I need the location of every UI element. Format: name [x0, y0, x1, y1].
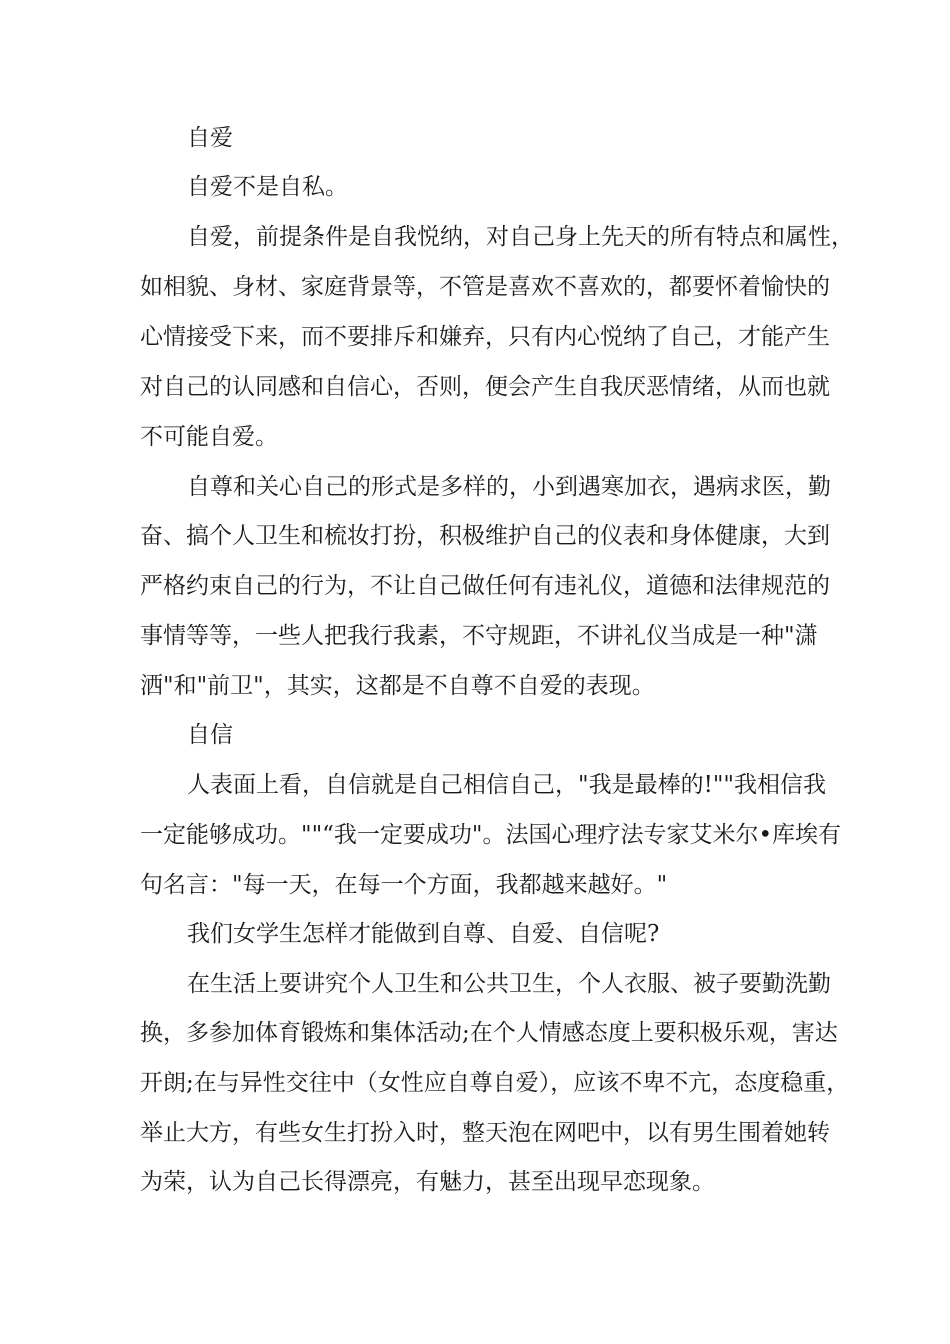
- paragraph-line: 举止大方，有些女生打扮入时，整天泡在网吧中，以有男生围着她转: [140, 1120, 830, 1146]
- paragraph-line: 心情接受下来，而不要排斥和嫌弃，只有内心悦纳了自己，才能产生: [140, 324, 830, 350]
- paragraph-line: 洒"和"前卫"，其实，这都是不自尊不自爱的表现。: [140, 673, 655, 699]
- paragraph-line: 如相貌、身材、家庭背景等，不管是喜欢不喜欢的，都要怀着愉快的: [140, 274, 830, 300]
- paragraph-line: 严格约束自己的行为，不让自己做任何有违礼仪，道德和法律规范的: [140, 573, 830, 599]
- section-heading-confidence: 自信: [187, 722, 233, 748]
- paragraph-line: 自爱不是自私。: [187, 174, 348, 200]
- paragraph-line: 一定能够成功。""“我一定要成功"。法国心理疗法专家艾米尔•库埃有: [140, 822, 842, 848]
- paragraph-line: 开朗;在与异性交往中（女性应自尊自爱），应该不卑不亢，态度稳重，: [140, 1070, 850, 1096]
- paragraph-line: 奋、搞个人卫生和梳妆打扮，积极维护自己的仪表和身体健康，大到: [140, 523, 830, 549]
- paragraph-line: 不可能自爱。: [140, 424, 278, 450]
- paragraph-line: 自爱，前提条件是自我悦纳，对自己身上先天的所有特点和属性，: [187, 224, 854, 250]
- paragraph-line: 事情等等，一些人把我行我素，不守规距，不讲礼仪当成是一种"潇: [140, 623, 818, 649]
- paragraph-line: 换，多参加体育锻炼和集体活动;在个人情感态度上要积极乐观，害达: [140, 1020, 838, 1046]
- paragraph-line: 我们女学生怎样才能做到自尊、自爱、自信呢?: [187, 921, 660, 947]
- paragraph-line: 对自己的认同感和自信心，否则，便会产生自我厌恶情绪，从而也就: [140, 374, 830, 400]
- paragraph-line: 为荣，认为自己长得漂亮，有魅力，甚至出现早恋现象。: [140, 1169, 715, 1195]
- section-heading-self-love: 自爱: [187, 125, 233, 151]
- paragraph-line: 人表面上看，自信就是自己相信自己，"我是最棒的!""我相信我: [187, 772, 826, 798]
- paragraph-line: 句名言："每一天，在每一个方面，我都越来越好。": [140, 872, 668, 898]
- paragraph-line: 自尊和关心自己的形式是多样的，小到遇寒加衣，遇病求医，勤: [187, 474, 831, 500]
- paragraph-line: 在生活上要讲究个人卫生和公共卫生，个人衣服、被子要勤洗勤: [187, 971, 831, 997]
